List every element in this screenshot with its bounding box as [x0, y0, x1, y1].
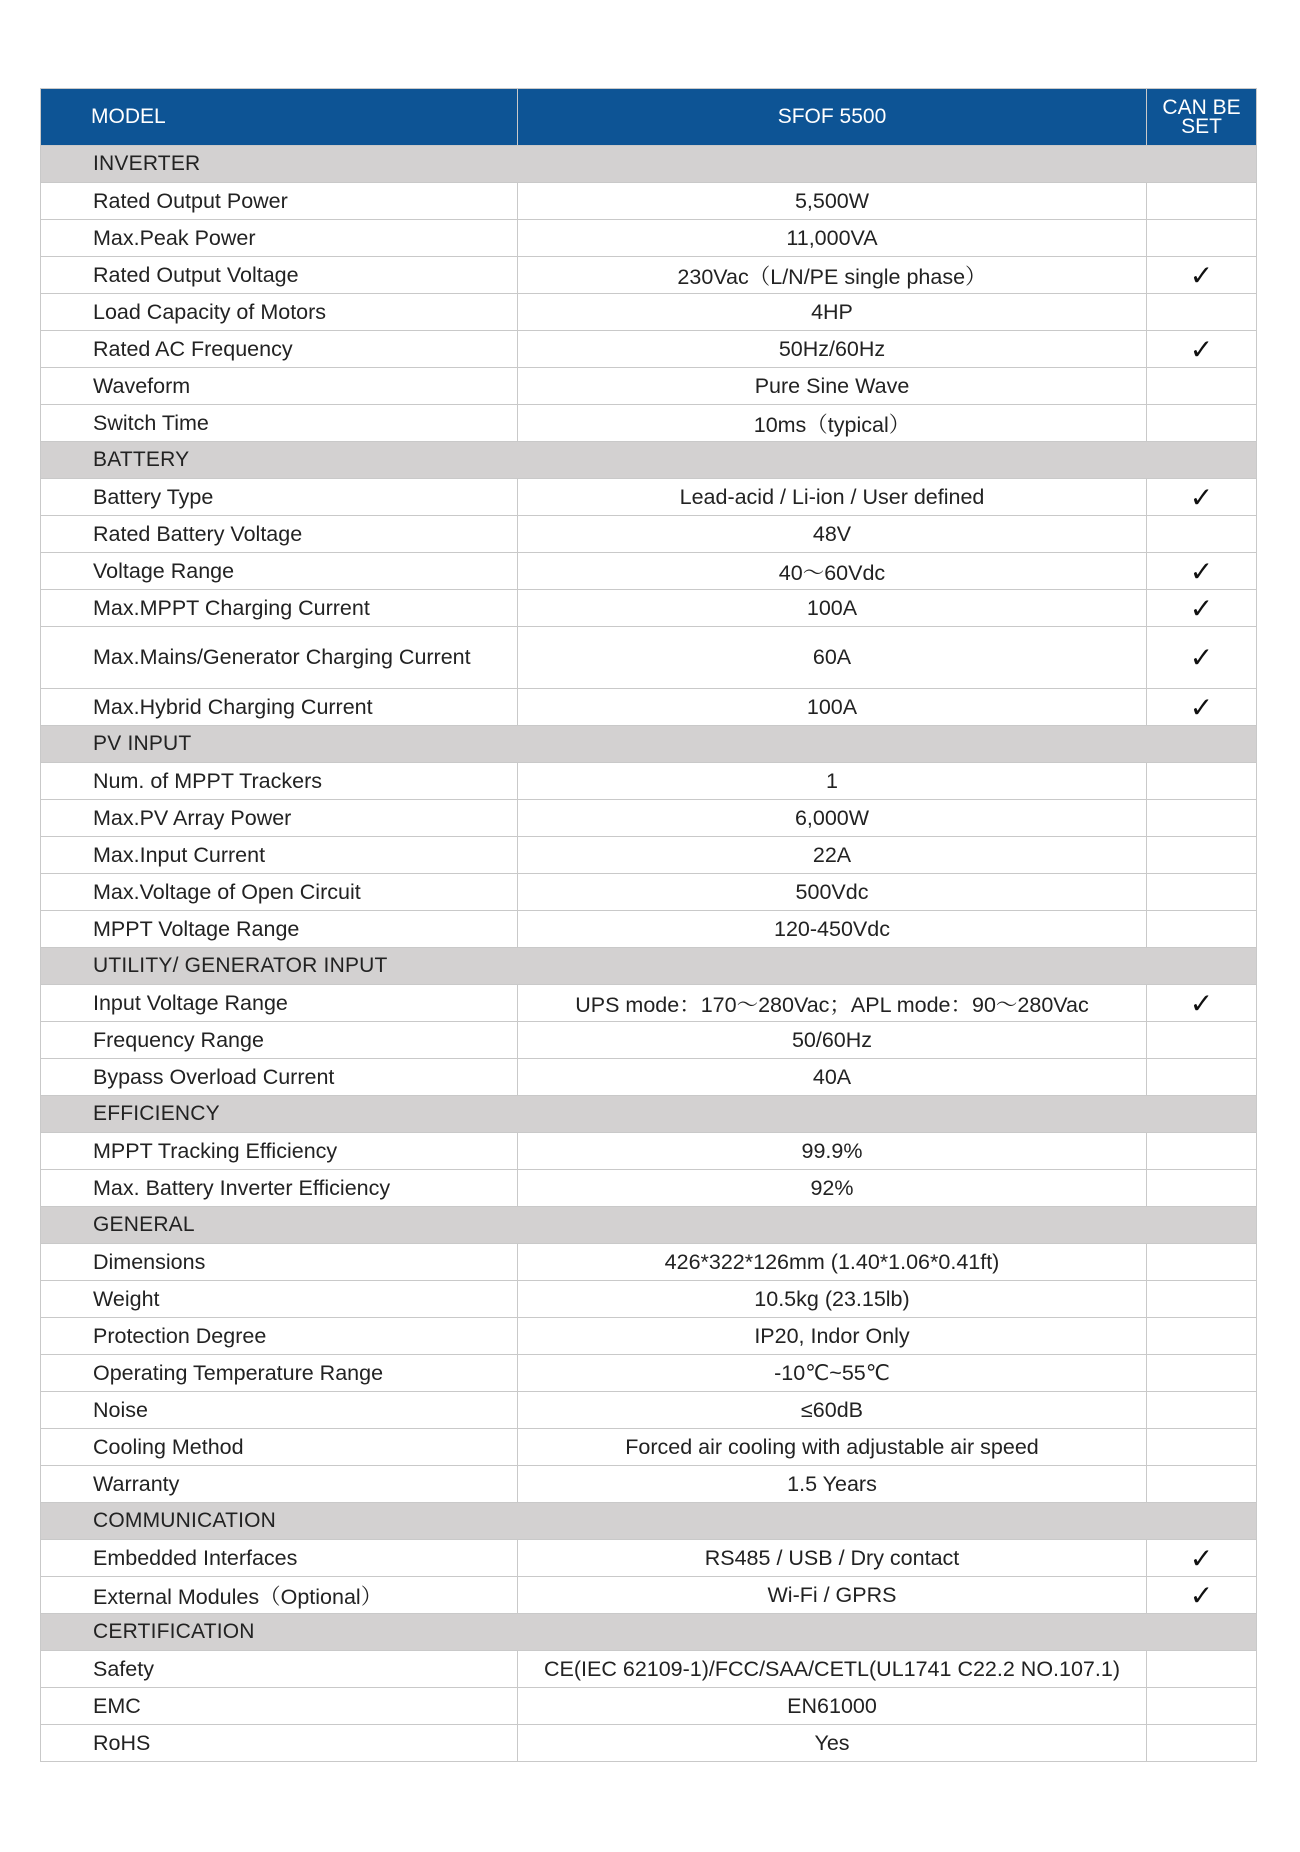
- settable-cell: [1147, 1355, 1257, 1392]
- check-icon: ✓: [1147, 689, 1257, 726]
- table-row: [41, 183, 1257, 220]
- settable-cell: [1147, 800, 1257, 837]
- table-row: [41, 1059, 1257, 1096]
- spec-label: Battery Type: [41, 479, 518, 516]
- spec-value: 426*322*126mm (1.40*1.06*0.41ft): [518, 1244, 1147, 1281]
- spec-label: Cooling Method: [41, 1429, 518, 1466]
- table-row: [41, 985, 1257, 1022]
- spec-label: Voltage Range: [41, 553, 518, 590]
- settable-cell: [1147, 1022, 1257, 1059]
- settable-cell: [1147, 183, 1257, 220]
- spec-value: 1: [518, 763, 1147, 800]
- check-icon: ✓: [1147, 1577, 1257, 1614]
- check-icon: ✓: [1147, 1540, 1257, 1577]
- table-row: [41, 1133, 1257, 1170]
- spec-label: Max. Battery Inverter Efficiency: [41, 1170, 518, 1207]
- settable-cell: [1147, 294, 1257, 331]
- spec-value: Forced air cooling with adjustable air speed: [518, 1429, 1147, 1466]
- spec-label: Weight: [41, 1281, 518, 1318]
- table-row: [41, 1725, 1257, 1762]
- section-header: [41, 726, 1257, 763]
- spec-label: MPPT Voltage Range: [41, 911, 518, 948]
- section-title: CERTIFICATION: [41, 1614, 1257, 1651]
- spec-value: 40～60Vdc: [518, 553, 1147, 590]
- settable-cell: [1147, 1392, 1257, 1429]
- spec-value: 40A: [518, 1059, 1147, 1096]
- spec-label: Safety: [41, 1651, 518, 1688]
- settable-cell: [1147, 1429, 1257, 1466]
- header-can-be-set: CAN BE SET: [1147, 89, 1257, 146]
- spec-label: External Modules（Optional）: [41, 1577, 518, 1614]
- table-row: [41, 479, 1257, 516]
- spec-value: CE(IEC 62109-1)/FCC/SAA/CETL(UL1741 C22.2 NO.107.1): [518, 1651, 1147, 1688]
- section-header: [41, 1207, 1257, 1244]
- spec-value: 4HP: [518, 294, 1147, 331]
- spec-value: 50Hz/60Hz: [518, 331, 1147, 368]
- spec-label: Embedded Interfaces: [41, 1540, 518, 1577]
- check-icon: ✓: [1147, 479, 1257, 516]
- settable-cell: [1147, 1244, 1257, 1281]
- spec-label: Protection Degree: [41, 1318, 518, 1355]
- header-model: MODEL: [41, 89, 518, 146]
- settable-cell: [1147, 1281, 1257, 1318]
- section-header: [41, 442, 1257, 479]
- table-row: [41, 590, 1257, 627]
- table-row: [41, 1022, 1257, 1059]
- table-row: [41, 837, 1257, 874]
- spec-label: Max.MPPT Charging Current: [41, 590, 518, 627]
- spec-label: Max.Hybrid Charging Current: [41, 689, 518, 726]
- table-row: [41, 405, 1257, 442]
- section-title: BATTERY: [41, 442, 1257, 479]
- spec-value: Wi-Fi / GPRS: [518, 1577, 1147, 1614]
- spec-label: Rated Output Power: [41, 183, 518, 220]
- settable-cell: [1147, 837, 1257, 874]
- spec-label: Warranty: [41, 1466, 518, 1503]
- table-row: [41, 1318, 1257, 1355]
- check-icon: ✓: [1147, 331, 1257, 368]
- table-row: [41, 1355, 1257, 1392]
- spec-table: [40, 88, 1257, 1762]
- spec-label: Max.PV Array Power: [41, 800, 518, 837]
- check-icon: ✓: [1147, 590, 1257, 627]
- settable-cell: [1147, 874, 1257, 911]
- check-icon: ✓: [1147, 985, 1257, 1022]
- spec-value: 100A: [518, 689, 1147, 726]
- table-row: [41, 257, 1257, 294]
- settable-cell: [1147, 405, 1257, 442]
- table-row: [41, 331, 1257, 368]
- table-row: [41, 911, 1257, 948]
- settable-cell: [1147, 1466, 1257, 1503]
- table-row: [41, 1651, 1257, 1688]
- spec-label: Switch Time: [41, 405, 518, 442]
- spec-label: Rated AC Frequency: [41, 331, 518, 368]
- spec-label: Max.Voltage of Open Circuit: [41, 874, 518, 911]
- table-row: [41, 1577, 1257, 1614]
- spec-value: UPS mode：170～280Vac；APL mode：90～280Vac: [518, 985, 1147, 1022]
- table-row: [41, 1392, 1257, 1429]
- check-icon: ✓: [1147, 257, 1257, 294]
- check-icon: ✓: [1147, 553, 1257, 590]
- spec-value: 230Vac（L/N/PE single phase）: [518, 257, 1147, 294]
- section-title: GENERAL: [41, 1207, 1257, 1244]
- spec-label: Max.Input Current: [41, 837, 518, 874]
- spec-value: Yes: [518, 1725, 1147, 1762]
- table-row: [41, 627, 1257, 689]
- table-row: [41, 368, 1257, 405]
- table-row: [41, 1429, 1257, 1466]
- section-title: INVERTER: [41, 146, 1257, 183]
- table-row: [41, 763, 1257, 800]
- table-row: [41, 800, 1257, 837]
- section-title: PV INPUT: [41, 726, 1257, 763]
- spec-label: RoHS: [41, 1725, 518, 1762]
- table-row: [41, 516, 1257, 553]
- spec-label: Dimensions: [41, 1244, 518, 1281]
- spec-value: Lead-acid / Li-ion / User defined: [518, 479, 1147, 516]
- spec-label: Input Voltage Range: [41, 985, 518, 1022]
- spec-label: Waveform: [41, 368, 518, 405]
- spec-value: 1.5 Years: [518, 1466, 1147, 1503]
- spec-label: Bypass Overload Current: [41, 1059, 518, 1096]
- settable-cell: [1147, 516, 1257, 553]
- spec-value: 10ms（typical）: [518, 405, 1147, 442]
- spec-value: 48V: [518, 516, 1147, 553]
- spec-label: MPPT Tracking Efficiency: [41, 1133, 518, 1170]
- spec-label: EMC: [41, 1688, 518, 1725]
- section-header: [41, 1096, 1257, 1133]
- table-row: [41, 220, 1257, 257]
- spec-value: EN61000: [518, 1688, 1147, 1725]
- table-row: [41, 1540, 1257, 1577]
- spec-value: 50/60Hz: [518, 1022, 1147, 1059]
- spec-label: Load Capacity of Motors: [41, 294, 518, 331]
- settable-cell: [1147, 1170, 1257, 1207]
- section-header: [41, 146, 1257, 183]
- table-row: [41, 1170, 1257, 1207]
- settable-cell: [1147, 368, 1257, 405]
- spec-label: Max.Peak Power: [41, 220, 518, 257]
- spec-label: Operating Temperature Range: [41, 1355, 518, 1392]
- section-title: EFFICIENCY: [41, 1096, 1257, 1133]
- table-row: [41, 294, 1257, 331]
- spec-value: Pure Sine Wave: [518, 368, 1147, 405]
- spec-value: 10.5kg (23.15lb): [518, 1281, 1147, 1318]
- spec-label: Rated Battery Voltage: [41, 516, 518, 553]
- spec-value: 60A: [518, 627, 1147, 689]
- spec-label: Noise: [41, 1392, 518, 1429]
- spec-value: 100A: [518, 590, 1147, 627]
- table-row: [41, 874, 1257, 911]
- spec-value: RS485 / USB / Dry contact: [518, 1540, 1147, 1577]
- table-row: [41, 689, 1257, 726]
- spec-value: 120-450Vdc: [518, 911, 1147, 948]
- table-row: [41, 553, 1257, 590]
- spec-value: 22A: [518, 837, 1147, 874]
- spec-label: Frequency Range: [41, 1022, 518, 1059]
- settable-cell: [1147, 1133, 1257, 1170]
- spec-label: Max.Mains/Generator Charging Current: [41, 627, 518, 689]
- section-header: [41, 948, 1257, 985]
- spec-label: Num. of MPPT Trackers: [41, 763, 518, 800]
- check-icon: ✓: [1147, 627, 1257, 689]
- spec-body: [41, 146, 1257, 1762]
- spec-value: 92%: [518, 1170, 1147, 1207]
- spec-value: 5,500W: [518, 183, 1147, 220]
- settable-cell: [1147, 1651, 1257, 1688]
- table-row: [41, 1281, 1257, 1318]
- section-header: [41, 1503, 1257, 1540]
- section-title: COMMUNICATION: [41, 1503, 1257, 1540]
- settable-cell: [1147, 1059, 1257, 1096]
- spec-value: 500Vdc: [518, 874, 1147, 911]
- settable-cell: [1147, 763, 1257, 800]
- settable-cell: [1147, 1688, 1257, 1725]
- settable-cell: [1147, 911, 1257, 948]
- table-row: [41, 1688, 1257, 1725]
- spec-label: Rated Output Voltage: [41, 257, 518, 294]
- spec-value: 6,000W: [518, 800, 1147, 837]
- section-title: UTILITY/ GENERATOR INPUT: [41, 948, 1257, 985]
- table-row: [41, 1244, 1257, 1281]
- settable-cell: [1147, 1725, 1257, 1762]
- settable-cell: [1147, 220, 1257, 257]
- spec-value: IP20, Indor Only: [518, 1318, 1147, 1355]
- header-row: [41, 89, 1257, 146]
- spec-value: 99.9%: [518, 1133, 1147, 1170]
- header-product: SFOF 5500: [518, 89, 1147, 146]
- spec-value: ≤60dB: [518, 1392, 1147, 1429]
- spec-value: 11,000VA: [518, 220, 1147, 257]
- spec-value: -10℃~55℃: [518, 1355, 1147, 1392]
- table-row: [41, 1466, 1257, 1503]
- settable-cell: [1147, 1318, 1257, 1355]
- section-header: [41, 1614, 1257, 1651]
